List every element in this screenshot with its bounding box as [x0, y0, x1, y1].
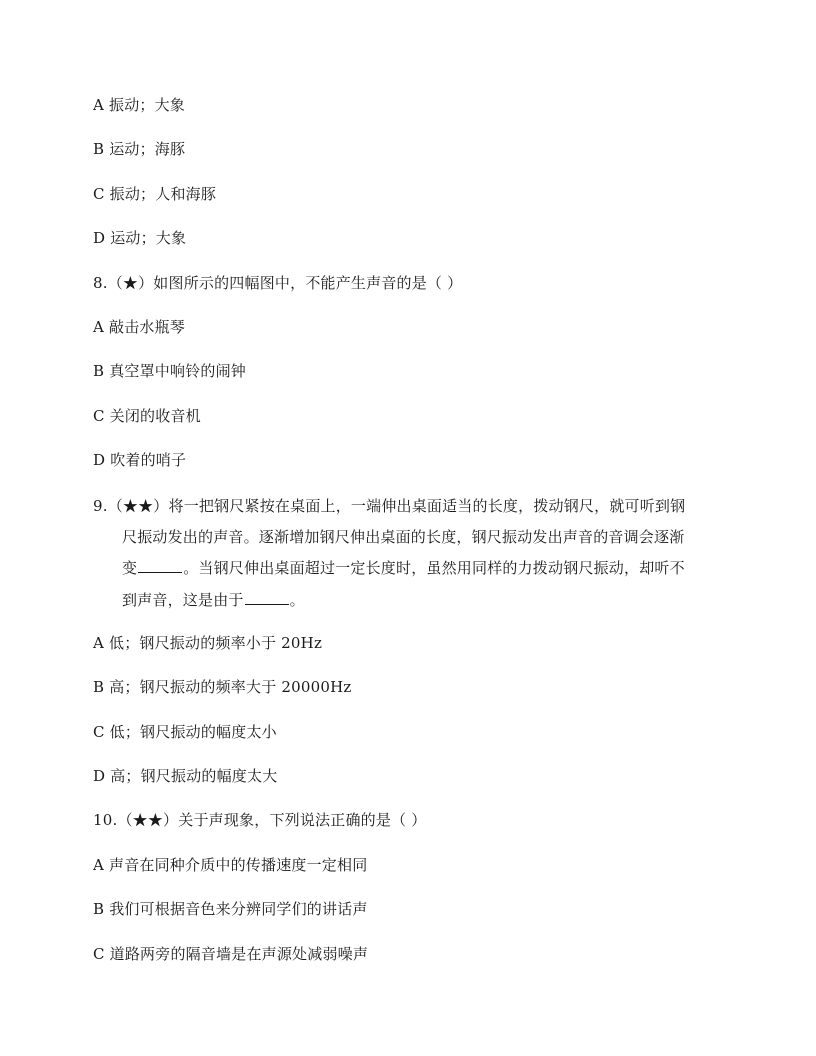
q9-option-c: C 低；钢尺振动的幅度太小: [93, 723, 277, 741]
q9-stem-line4: [122, 590, 305, 610]
q9-line4-text-b: 。: [289, 591, 305, 609]
q8-option-c: C 关闭的收音机: [93, 407, 201, 425]
q9-stem-line2: 尺振动发出的声音。逐渐增加钢尺伸出桌面的长度，钢尺振动发出声音的音调会逐渐: [122, 528, 685, 546]
q10-option-b: B 我们可根据音色来分辨同学们的讲话声: [93, 900, 368, 918]
q9-line3-text-a: 变: [122, 559, 138, 577]
q8-stem: 8.（★）如图所示的四幅图中，不能产生声音的是（ ）: [93, 274, 463, 292]
q9-line4-text-a: 到声音，这是由于: [122, 591, 244, 609]
q10-stem: 10.（★★）关于声现象，下列说法正确的是（ ）: [93, 811, 427, 829]
answer-blank-1: [138, 558, 182, 573]
q8-option-b: B 真空罩中响铃的闹钟: [93, 362, 246, 380]
q9-stem-line1: 9.（★★）将一把钢尺紧按在桌面上，一端伸出桌面适当的长度，拨动钢尺，就可听到钢: [93, 497, 686, 515]
answer-blank-2: [245, 590, 289, 605]
q8-option-a: A 敲击水瓶琴: [93, 318, 186, 336]
q8-option-d: D 吹着的哨子: [93, 451, 187, 469]
q9-option-d: D 高；钢尺振动的幅度太大: [93, 767, 278, 785]
q9-option-b: B 高；钢尺振动的频率大于 20000Hz: [93, 678, 352, 696]
q9-option-a: A 低；钢尺振动的频率小于 20Hz: [93, 634, 323, 652]
q7-option-b: B 运动；海豚: [93, 140, 186, 158]
q7-option-a: A 振动；大象: [93, 96, 186, 114]
q10-option-c: C 道路两旁的隔音墙是在声源处减弱噪声: [93, 945, 369, 963]
q10-option-a: A 声音在同种介质中的传播速度一定相同: [93, 856, 368, 874]
q9-stem-line3: [122, 558, 685, 578]
q9-line3-text-b: 。当钢尺伸出桌面超过一定长度时，虽然用同样的力拨动钢尺振动，却听不: [183, 559, 685, 577]
q7-option-c: C 振动；人和海豚: [93, 185, 217, 203]
q7-option-d: D 运动；大象: [93, 229, 187, 247]
